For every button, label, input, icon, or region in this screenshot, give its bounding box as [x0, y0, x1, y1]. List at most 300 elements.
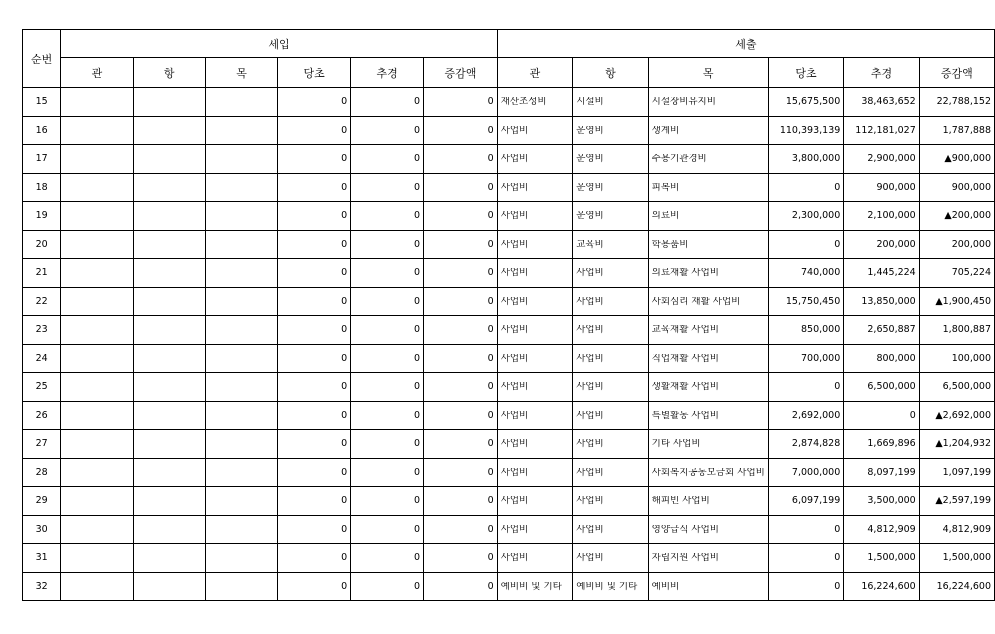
- expense-mok-text: 생계비: [651, 125, 680, 135]
- income-hang-cell: [133, 373, 205, 402]
- expense-gwan-text: 사업비: [500, 296, 529, 306]
- table-row: [23, 88, 995, 117]
- income-revised-cell: 0: [351, 173, 424, 202]
- expense-change-cell: 1,800,887: [919, 316, 994, 345]
- income-header: 세입: [61, 30, 497, 58]
- table-row: [23, 287, 995, 316]
- table-row: [23, 544, 995, 573]
- expense-change-cell: ▲200,000: [919, 202, 994, 231]
- expense-mok-cell: [648, 458, 768, 487]
- income-mok-cell: [205, 458, 277, 487]
- table-row: [23, 344, 995, 373]
- table-row: [23, 116, 995, 145]
- seq-cell: 16: [23, 116, 61, 145]
- expense-mok-cell: [648, 572, 768, 601]
- expense-revised-cell: 8,097,199: [844, 458, 919, 487]
- income-gwan-cell: [61, 173, 133, 202]
- income-gwan-cell: [61, 230, 133, 259]
- income-hang-cell: [133, 572, 205, 601]
- income-hang-cell: [133, 344, 205, 373]
- income-change-cell: 0: [424, 373, 498, 402]
- income-hang-cell: [133, 287, 205, 316]
- expense-mok-text: 특별활동 사업비: [651, 410, 719, 420]
- income-hang-cell: [133, 145, 205, 174]
- expense-original-cell: 850,000: [768, 316, 843, 345]
- expense-revised-cell: 38,463,652: [844, 88, 919, 117]
- seq-cell: 32: [23, 572, 61, 601]
- income-gwan-cell: [61, 544, 133, 573]
- income-change-cell: 0: [424, 88, 498, 117]
- income-hang-cell: [133, 401, 205, 430]
- table-row: [23, 316, 995, 345]
- expense-revised-cell: 16,224,600: [844, 572, 919, 601]
- expense-header: 세출: [497, 30, 994, 58]
- seq-cell: 25: [23, 373, 61, 402]
- expense-gwan-header: 관: [497, 58, 572, 88]
- income-original-cell: 0: [278, 145, 351, 174]
- expense-original-cell: 0: [768, 230, 843, 259]
- table-row: [23, 259, 995, 288]
- expense-mok-text: 예비비: [651, 581, 680, 591]
- expense-hang-cell: [573, 259, 648, 288]
- income-revised-cell: 0: [351, 116, 424, 145]
- expense-gwan-cell: [497, 572, 572, 601]
- expense-original-cell: 0: [768, 515, 843, 544]
- income-original-cell: 0: [278, 202, 351, 231]
- expense-mok-text: 생활재활 사업비: [651, 382, 719, 392]
- income-mok-cell: [205, 344, 277, 373]
- expense-gwan-text: 사업비: [500, 410, 529, 420]
- income-original-cell: 0: [278, 230, 351, 259]
- seq-cell: 30: [23, 515, 61, 544]
- expense-hang-cell: [573, 287, 648, 316]
- income-original-cell: 0: [278, 401, 351, 430]
- expense-hang-text: 사업비: [576, 296, 604, 306]
- expense-hang-text: 사업비: [576, 524, 604, 534]
- expense-gwan-cell: [497, 287, 572, 316]
- expense-hang-text: 사업비: [576, 496, 604, 506]
- income-mok-cell: [205, 202, 277, 231]
- expense-gwan-cell: [497, 145, 572, 174]
- seq-header: 순번: [23, 30, 61, 88]
- expense-mok-text: 피복비: [651, 182, 680, 192]
- expense-change-cell: ▲1,204,932: [919, 430, 994, 459]
- table-row: [23, 458, 995, 487]
- table-row: [23, 202, 995, 231]
- expense-revised-cell: 1,669,896: [844, 430, 919, 459]
- income-hang-cell: [133, 88, 205, 117]
- expense-hang-text: 사업비: [576, 467, 604, 477]
- expense-mok-text: 의료재활 사업비: [651, 268, 719, 278]
- income-gwan-cell: [61, 259, 133, 288]
- income-change-cell: 0: [424, 116, 498, 145]
- income-hang-cell: [133, 515, 205, 544]
- expense-gwan-cell: [497, 401, 572, 430]
- seq-cell: 17: [23, 145, 61, 174]
- expense-mok-cell: [648, 287, 768, 316]
- expense-gwan-text: 사업비: [500, 325, 529, 335]
- expense-revised-header: 추경: [844, 58, 919, 88]
- expense-gwan-text: 재산조성비: [500, 97, 547, 107]
- table-row: [23, 145, 995, 174]
- table-row: [23, 173, 995, 202]
- expense-hang-cell: [573, 173, 648, 202]
- expense-gwan-cell: [497, 202, 572, 231]
- table-row: [23, 572, 995, 601]
- income-original-cell: 0: [278, 515, 351, 544]
- income-revised-cell: 0: [351, 88, 424, 117]
- expense-mok-cell: [648, 344, 768, 373]
- expense-mok-text: 교육재활 사업비: [651, 325, 719, 335]
- expense-gwan-cell: [497, 344, 572, 373]
- expense-original-header: 당초: [768, 58, 843, 88]
- expense-revised-cell: 112,181,027: [844, 116, 919, 145]
- income-mok-cell: [205, 145, 277, 174]
- expense-revised-cell: 800,000: [844, 344, 919, 373]
- expense-hang-text: 사업비: [576, 325, 604, 335]
- income-revised-cell: 0: [351, 430, 424, 459]
- table-row: [23, 373, 995, 402]
- income-change-cell: 0: [424, 401, 498, 430]
- seq-cell: 27: [23, 430, 61, 459]
- expense-gwan-cell: [497, 544, 572, 573]
- income-original-cell: 0: [278, 373, 351, 402]
- table-row: [23, 515, 995, 544]
- expense-hang-cell: [573, 230, 648, 259]
- income-original-cell: 0: [278, 259, 351, 288]
- expense-hang-cell: [573, 316, 648, 345]
- income-revised-cell: 0: [351, 287, 424, 316]
- expense-hang-text: 사업비: [576, 353, 604, 363]
- expense-original-cell: 740,000: [768, 259, 843, 288]
- expense-hang-text: 사업비: [576, 382, 604, 392]
- income-mok-cell: [205, 287, 277, 316]
- expense-original-cell: 3,800,000: [768, 145, 843, 174]
- expense-change-cell: 6,500,000: [919, 373, 994, 402]
- income-original-cell: 0: [278, 316, 351, 345]
- expense-gwan-cell: [497, 373, 572, 402]
- income-hang-header: 항: [133, 58, 205, 88]
- income-change-cell: 0: [424, 515, 498, 544]
- income-revised-cell: 0: [351, 259, 424, 288]
- income-revised-cell: 0: [351, 145, 424, 174]
- expense-mok-text: 학용품비: [651, 239, 689, 249]
- expense-mok-text: 의료비: [651, 211, 680, 221]
- income-change-cell: 0: [424, 572, 498, 601]
- seq-cell: 15: [23, 88, 61, 117]
- expense-hang-header: 항: [573, 58, 648, 88]
- income-revised-cell: 0: [351, 458, 424, 487]
- expense-revised-cell: 6,500,000: [844, 373, 919, 402]
- income-gwan-cell: [61, 202, 133, 231]
- expense-mok-text: 해피빈 사업비: [651, 496, 710, 506]
- expense-gwan-cell: [497, 88, 572, 117]
- income-mok-cell: [205, 373, 277, 402]
- expense-change-cell: 200,000: [919, 230, 994, 259]
- expense-mok-cell: [648, 401, 768, 430]
- income-hang-cell: [133, 173, 205, 202]
- expense-mok-cell: [648, 544, 768, 573]
- expense-change-cell: 1,787,888: [919, 116, 994, 145]
- income-gwan-cell: [61, 430, 133, 459]
- income-hang-cell: [133, 259, 205, 288]
- income-gwan-cell: [61, 344, 133, 373]
- expense-gwan-cell: [497, 173, 572, 202]
- budget-table: [22, 29, 995, 601]
- expense-change-header: 증감액: [919, 58, 994, 88]
- income-hang-cell: [133, 430, 205, 459]
- expense-mok-cell: [648, 373, 768, 402]
- expense-gwan-cell: [497, 430, 572, 459]
- expense-revised-cell: 200,000: [844, 230, 919, 259]
- income-hang-cell: [133, 458, 205, 487]
- expense-gwan-cell: [497, 515, 572, 544]
- expense-revised-cell: 4,812,909: [844, 515, 919, 544]
- income-original-cell: 0: [278, 287, 351, 316]
- expense-gwan-text: 사업비: [500, 496, 529, 506]
- income-change-cell: 0: [424, 145, 498, 174]
- income-original-cell: 0: [278, 572, 351, 601]
- expense-mok-cell: [648, 173, 768, 202]
- expense-hang-text: 시설비: [576, 97, 604, 107]
- expense-gwan-text: 사업비: [500, 154, 529, 164]
- expense-mok-text: 시설장비유지비: [651, 97, 716, 107]
- expense-original-cell: 7,000,000: [768, 458, 843, 487]
- expense-gwan-cell: [497, 458, 572, 487]
- seq-cell: 21: [23, 259, 61, 288]
- table-row: [23, 430, 995, 459]
- income-revised-header: 추경: [351, 58, 424, 88]
- expense-gwan-text: 사업비: [500, 211, 529, 221]
- seq-cell: 26: [23, 401, 61, 430]
- expense-change-cell: 705,224: [919, 259, 994, 288]
- income-mok-cell: [205, 430, 277, 459]
- income-gwan-cell: [61, 515, 133, 544]
- table-body: [23, 88, 995, 601]
- expense-change-cell: 16,224,600: [919, 572, 994, 601]
- income-mok-cell: [205, 230, 277, 259]
- income-hang-cell: [133, 230, 205, 259]
- income-gwan-header: 관: [61, 58, 133, 88]
- expense-hang-cell: [573, 544, 648, 573]
- expense-mok-text: 자립지원 사업비: [651, 553, 719, 563]
- table-row: [23, 230, 995, 259]
- expense-revised-cell: 3,500,000: [844, 487, 919, 516]
- expense-gwan-text: 사업비: [500, 353, 529, 363]
- expense-original-cell: 2,874,828: [768, 430, 843, 459]
- income-change-cell: 0: [424, 544, 498, 573]
- expense-gwan-text: 예비비 및 기타: [500, 581, 562, 591]
- income-mok-cell: [205, 116, 277, 145]
- expense-mok-cell: [648, 145, 768, 174]
- expense-hang-cell: [573, 145, 648, 174]
- expense-gwan-text: 사업비: [500, 268, 529, 278]
- expense-original-cell: 110,393,139: [768, 116, 843, 145]
- income-gwan-cell: [61, 572, 133, 601]
- expense-change-cell: 4,812,909: [919, 515, 994, 544]
- income-mok-cell: [205, 88, 277, 117]
- expense-hang-cell: [573, 116, 648, 145]
- expense-hang-cell: [573, 458, 648, 487]
- expense-gwan-text: 사업비: [500, 382, 529, 392]
- expense-hang-cell: [573, 373, 648, 402]
- seq-cell: 28: [23, 458, 61, 487]
- table-row: [23, 401, 995, 430]
- income-original-header: 당초: [278, 58, 351, 88]
- income-mok-cell: [205, 316, 277, 345]
- income-original-cell: 0: [278, 116, 351, 145]
- income-revised-cell: 0: [351, 515, 424, 544]
- expense-gwan-text: 사업비: [500, 524, 529, 534]
- income-mok-cell: [205, 572, 277, 601]
- expense-mok-cell: [648, 430, 768, 459]
- expense-mok-text: 사회복지공동모금회 사업비: [651, 467, 765, 477]
- income-mok-cell: [205, 544, 277, 573]
- expense-original-cell: 0: [768, 373, 843, 402]
- seq-cell: 23: [23, 316, 61, 345]
- expense-change-cell: 900,000: [919, 173, 994, 202]
- income-revised-cell: 0: [351, 202, 424, 231]
- income-change-cell: 0: [424, 287, 498, 316]
- expense-original-cell: 2,300,000: [768, 202, 843, 231]
- expense-change-cell: 1,097,199: [919, 458, 994, 487]
- income-hang-cell: [133, 202, 205, 231]
- income-change-cell: 0: [424, 202, 498, 231]
- expense-mok-text: 사회심리 재활 사업비: [651, 296, 741, 306]
- expense-revised-cell: 1,445,224: [844, 259, 919, 288]
- income-mok-cell: [205, 487, 277, 516]
- expense-mok-text: 영양급식 사업비: [651, 524, 719, 534]
- expense-mok-cell: [648, 515, 768, 544]
- expense-gwan-cell: [497, 116, 572, 145]
- expense-revised-cell: 0: [844, 401, 919, 430]
- income-change-cell: 0: [424, 487, 498, 516]
- income-change-cell: 0: [424, 230, 498, 259]
- expense-hang-cell: [573, 202, 648, 231]
- seq-cell: 31: [23, 544, 61, 573]
- expense-mok-cell: [648, 88, 768, 117]
- expense-original-cell: 15,750,450: [768, 287, 843, 316]
- expense-gwan-text: 사업비: [500, 125, 529, 135]
- expense-change-cell: ▲2,597,199: [919, 487, 994, 516]
- expense-hang-text: 사업비: [576, 553, 604, 563]
- seq-cell: 29: [23, 487, 61, 516]
- income-gwan-cell: [61, 88, 133, 117]
- expense-hang-text: 예비비 및 기타: [576, 581, 638, 591]
- expense-gwan-cell: [497, 316, 572, 345]
- income-revised-cell: 0: [351, 373, 424, 402]
- income-revised-cell: 0: [351, 544, 424, 573]
- expense-gwan-cell: [497, 487, 572, 516]
- income-hang-cell: [133, 116, 205, 145]
- expense-hang-cell: [573, 515, 648, 544]
- expense-gwan-cell: [497, 259, 572, 288]
- income-original-cell: 0: [278, 173, 351, 202]
- income-original-cell: 0: [278, 430, 351, 459]
- expense-revised-cell: 900,000: [844, 173, 919, 202]
- income-mok-cell: [205, 401, 277, 430]
- income-gwan-cell: [61, 401, 133, 430]
- expense-revised-cell: 2,100,000: [844, 202, 919, 231]
- expense-mok-header: 목: [648, 58, 768, 88]
- expense-hang-cell: [573, 344, 648, 373]
- expense-mok-text: 기타 사업비: [651, 439, 701, 449]
- expense-original-cell: 2,692,000: [768, 401, 843, 430]
- seq-cell: 22: [23, 287, 61, 316]
- income-mok-cell: [205, 259, 277, 288]
- expense-hang-cell: [573, 430, 648, 459]
- income-mok-cell: [205, 515, 277, 544]
- expense-hang-cell: [573, 487, 648, 516]
- seq-cell: 20: [23, 230, 61, 259]
- expense-gwan-text: 사업비: [500, 182, 529, 192]
- income-revised-cell: 0: [351, 572, 424, 601]
- expense-change-cell: 1,500,000: [919, 544, 994, 573]
- expense-revised-cell: 13,850,000: [844, 287, 919, 316]
- expense-revised-cell: 1,500,000: [844, 544, 919, 573]
- expense-change-cell: ▲900,000: [919, 145, 994, 174]
- income-gwan-cell: [61, 287, 133, 316]
- expense-gwan-text: 사업비: [500, 439, 529, 449]
- expense-hang-text: 운영비: [576, 211, 604, 221]
- expense-hang-text: 교육비: [576, 239, 604, 249]
- income-hang-cell: [133, 487, 205, 516]
- expense-hang-text: 사업비: [576, 268, 604, 278]
- expense-hang-cell: [573, 401, 648, 430]
- expense-mok-cell: [648, 116, 768, 145]
- expense-original-cell: 0: [768, 572, 843, 601]
- income-change-cell: 0: [424, 316, 498, 345]
- expense-hang-text: 운영비: [576, 182, 604, 192]
- expense-mok-text: 직업재활 사업비: [651, 353, 719, 363]
- expense-hang-text: 운영비: [576, 125, 604, 135]
- expense-original-cell: 6,097,199: [768, 487, 843, 516]
- expense-mok-text: 수용기관경비: [651, 154, 707, 164]
- expense-original-cell: 15,675,500: [768, 88, 843, 117]
- expense-mok-cell: [648, 259, 768, 288]
- income-original-cell: 0: [278, 88, 351, 117]
- expense-original-cell: 0: [768, 173, 843, 202]
- expense-revised-cell: 2,650,887: [844, 316, 919, 345]
- expense-revised-cell: 2,900,000: [844, 145, 919, 174]
- income-gwan-cell: [61, 458, 133, 487]
- expense-mok-cell: [648, 316, 768, 345]
- income-gwan-cell: [61, 373, 133, 402]
- income-change-cell: 0: [424, 173, 498, 202]
- expense-change-cell: 100,000: [919, 344, 994, 373]
- expense-gwan-text: 사업비: [500, 553, 529, 563]
- expense-hang-cell: [573, 572, 648, 601]
- income-original-cell: 0: [278, 487, 351, 516]
- expense-mok-cell: [648, 487, 768, 516]
- income-gwan-cell: [61, 316, 133, 345]
- expense-mok-cell: [648, 230, 768, 259]
- table-header: [23, 30, 995, 88]
- expense-mok-cell: [648, 202, 768, 231]
- expense-hang-text: 사업비: [576, 410, 604, 420]
- income-gwan-cell: [61, 145, 133, 174]
- expense-gwan-text: 사업비: [500, 239, 529, 249]
- expense-gwan-text: 사업비: [500, 467, 529, 477]
- income-change-cell: 0: [424, 430, 498, 459]
- seq-cell: 18: [23, 173, 61, 202]
- expense-hang-text: 사업비: [576, 439, 604, 449]
- income-original-cell: 0: [278, 458, 351, 487]
- income-gwan-cell: [61, 116, 133, 145]
- income-gwan-cell: [61, 487, 133, 516]
- income-mok-header: 목: [205, 58, 277, 88]
- expense-hang-text: 운영비: [576, 154, 604, 164]
